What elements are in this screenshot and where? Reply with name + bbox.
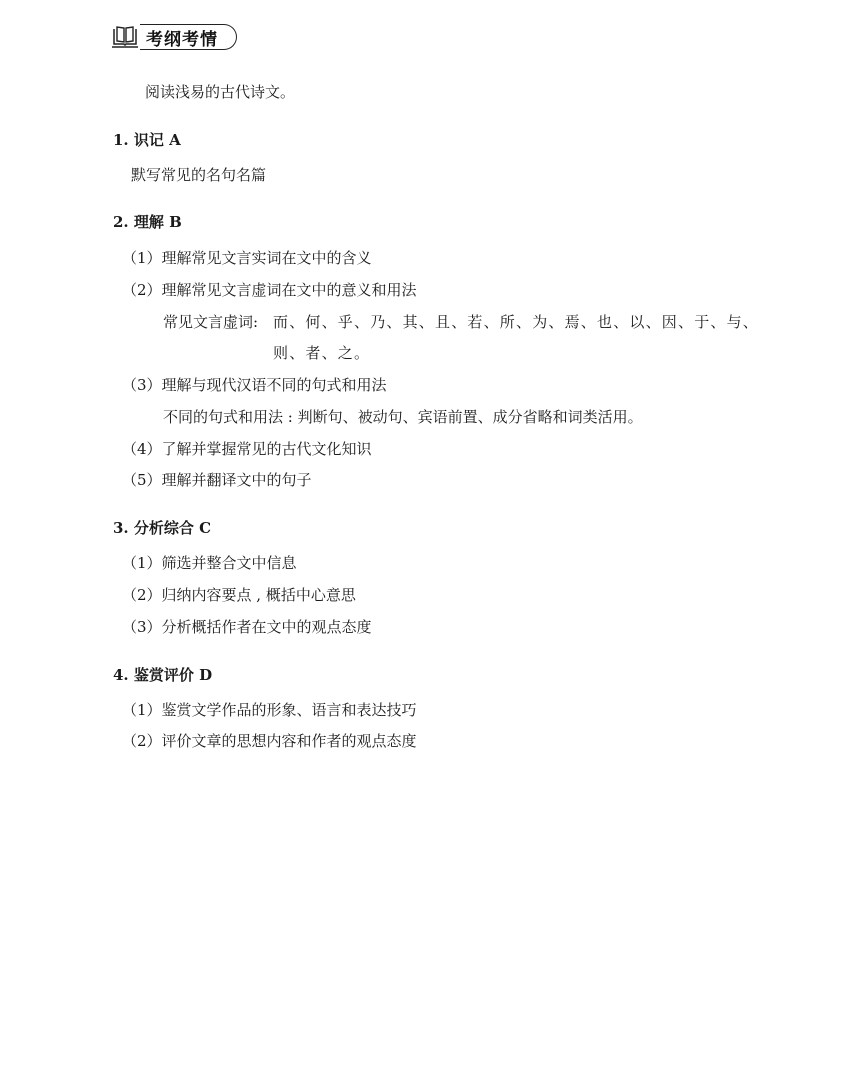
list-item: （1）理解常见文言实词在文中的含义 <box>122 249 372 267</box>
book-icon <box>112 25 138 49</box>
section-heading-4: 4. 鉴赏评价 D <box>113 666 213 684</box>
badge-label: 考纲考情 <box>140 24 237 50</box>
jushi-note: 不同的句式和用法 : 判断句、被动句、宾语前置、成分省略和词类活用。 <box>163 408 643 426</box>
section-heading-3: 3. 分析综合 C <box>113 519 212 537</box>
intro-text: 阅读浅易的古代诗文。 <box>145 83 296 101</box>
list-item: （2）评价文章的思想内容和作者的观点态度 <box>122 732 417 750</box>
xuci-label: 常见文言虚词: <box>163 313 259 331</box>
xuci-line-2: 则、者、之。 <box>273 344 371 362</box>
list-item: （3）理解与现代汉语不同的句式和用法 <box>122 376 387 394</box>
xuci-line-1: 而、何、乎、乃、其、且、若、所、为、焉、也、以、因、于、与、 <box>273 313 760 331</box>
list-item: （3）分析概括作者在文中的观点态度 <box>122 618 372 636</box>
section-heading-2: 2. 理解 B <box>113 213 182 231</box>
section-heading-1: 1. 识记 A <box>113 131 181 149</box>
list-item: （1）鉴赏文学作品的形象、语言和表达技巧 <box>122 701 417 719</box>
list-item: （1）筛选并整合文中信息 <box>122 554 297 572</box>
list-item: （2）理解常见文言虚词在文中的意义和用法 <box>122 281 417 299</box>
section-1-line: 默写常见的名句名篇 <box>131 166 267 184</box>
list-item: （4）了解并掌握常见的古代文化知识 <box>122 440 372 458</box>
section-badge <box>112 24 237 50</box>
list-item: （5）理解并翻译文中的句子 <box>122 471 312 489</box>
list-item: （2）归纳内容要点 , 概括中心意思 <box>122 586 356 604</box>
